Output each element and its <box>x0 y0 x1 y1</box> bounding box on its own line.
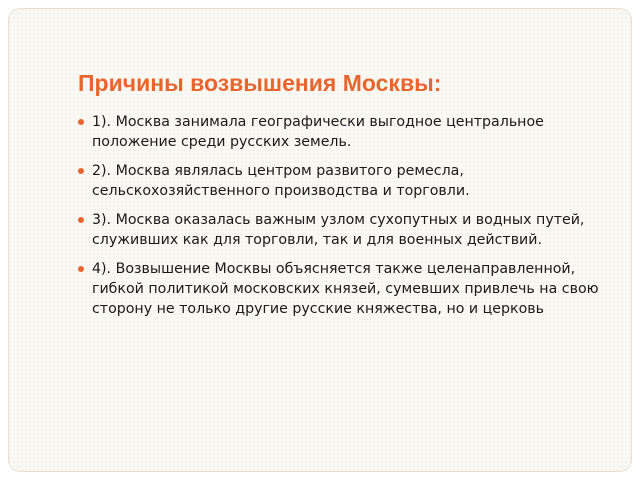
bullet-item-1 <box>78 112 618 152</box>
bullet-item-4 <box>78 259 618 319</box>
slide-title: Причины возвышения Москвы: <box>78 70 442 96</box>
bullet-list <box>78 112 618 328</box>
bullet-item-3 <box>78 210 618 250</box>
slide-frame <box>8 8 632 472</box>
bullet-text: 3). Москва оказалась важным узлом сухопутных и водных путей, служивших как для торговли, так и для военных действий. <box>92 212 585 248</box>
bullet-dot-icon <box>78 217 84 223</box>
bullet-item-2 <box>78 161 618 201</box>
bullet-text: 4). Возвышение Москвы объясняется также целенаправленной, гибкой политикой московских князей, сумевших привлечь на свою сторону не только другие русские княжества, но и церковь <box>92 261 599 317</box>
bullet-text: 2). Москва являлась центром развитого ремесла, сельскохозяйственного производства и торговли. <box>92 163 470 199</box>
bullet-dot-icon <box>78 119 84 125</box>
bullet-text: 1). Москва занимала географически выгодное центральное положение среди русских земель. <box>92 114 544 150</box>
bullet-dot-icon <box>78 266 84 272</box>
bullet-dot-icon <box>78 168 84 174</box>
